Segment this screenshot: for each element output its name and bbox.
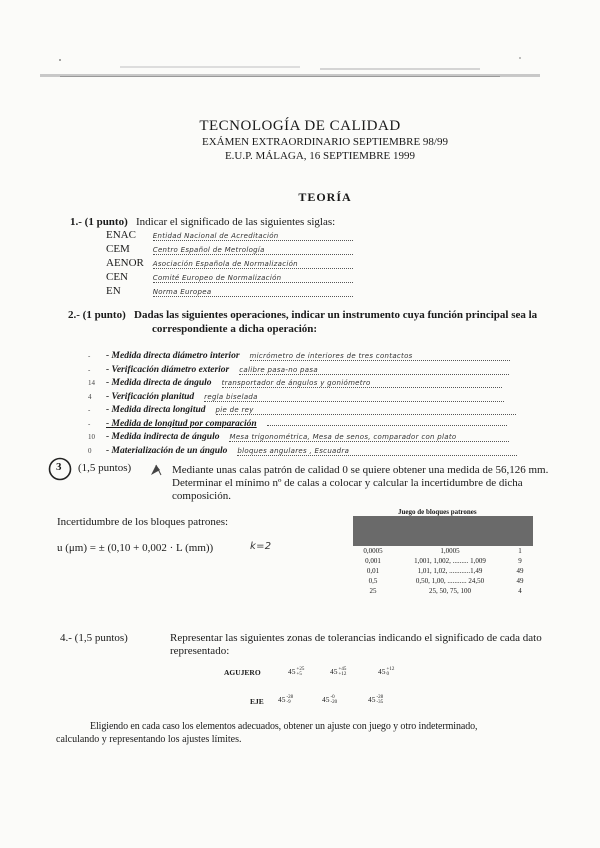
section-title: TEORÍA — [298, 190, 352, 204]
op-answer: Mesa trigonométrica, Mesa de senos, comparador con plato — [229, 433, 509, 442]
sigla-answer: Entidad Nacional de Acreditación — [153, 232, 353, 241]
table-title: Juego de bloques patrones — [398, 508, 477, 516]
op-row — [88, 399, 558, 413]
op-label: - Medida indirecta de ángulo — [106, 432, 220, 442]
eje-label: EJE — [250, 697, 264, 706]
q1-number: 1.- (1 punto) — [70, 216, 128, 228]
q3-text-3: composición. — [172, 490, 231, 502]
op-mark: - — [88, 365, 91, 374]
tolerance-eje-3: 45-28 -35 — [368, 695, 384, 706]
op-label: - Medida directa de ángulo — [106, 378, 212, 388]
q3-number: 3 — [56, 461, 62, 473]
table-row: 0,001 1,001, 1,002, ......... 1,009 9 — [365, 557, 522, 565]
pencil-mark-icon — [148, 462, 164, 478]
op-label: - Verificación diámetro exterior — [106, 364, 230, 375]
table-row: 25 25, 50, 75, 100 4 — [369, 587, 522, 595]
sigla: AENOR — [106, 257, 144, 269]
sigla: CEN — [106, 271, 128, 283]
sigla-answer: Centro Español de Metrología — [153, 246, 353, 255]
sigla-row — [106, 243, 366, 257]
op-mark: - — [88, 352, 91, 360]
op-row — [88, 426, 558, 440]
q2-text: Dadas las siguientes operaciones, indicar un instrumento cuya función principal sea la — [134, 309, 538, 321]
q4-text-1: Representar las siguientes zonas de tolerancias indicando el significado de cada dato — [170, 632, 542, 644]
scan-noise-band — [0, 0, 600, 90]
q1-siglas-list — [106, 229, 366, 299]
op-label: - Medida directa longitud — [106, 405, 206, 415]
tolerance-agujero-3: 45+12 0 — [378, 667, 395, 678]
op-answer: calibre pasa-no pasa — [239, 366, 509, 375]
table-row: 0,0005 1,0005 1 — [363, 547, 522, 555]
tolerance-eje-1: 45-28 -9 — [278, 695, 294, 706]
sigla: ENAC — [106, 229, 136, 241]
op-row — [88, 440, 558, 454]
agujero-label: AGUJERO — [224, 668, 261, 677]
tolerance-agujero-1: 45+25 +5 — [288, 667, 305, 678]
sigla-answer: Norma Europea — [153, 288, 353, 297]
q2-ops-list — [88, 345, 558, 456]
q3-incert-label: Incertidumbre de los bloques patrones: — [57, 516, 229, 528]
op-mark: - — [88, 419, 91, 428]
table-row: 0,5 0,50, 1,00, ........... 24,50 49 — [368, 577, 524, 585]
q4-label: 4.- (1,5 puntos) — [60, 632, 128, 644]
sigla-answer: Asociación Española de Normalización — [153, 260, 353, 269]
op-answer: micrómetro de interiores de tres contactos — [250, 352, 510, 361]
q4-final-2: calculando y representando los ajustes límites. — [56, 734, 242, 745]
q2-text-cont: correspondiente a dicha operación: — [152, 323, 318, 335]
q3-text-1: Mediante unas calas patrón de calidad 0 se quiere obtener una medida de 56,126 mm. — [172, 464, 549, 476]
sigla-row — [106, 257, 366, 271]
exam-title: TECNOLOGÍA DE CALIDAD — [199, 118, 401, 134]
q2-number: 2.- (1 punto) — [68, 309, 126, 321]
sigla: CEM — [106, 243, 130, 255]
op-answer: pie de rey — [216, 406, 516, 415]
q3-label: (1,5 puntos) — [78, 462, 132, 474]
op-mark: - — [88, 406, 91, 414]
op-mark: 14 — [88, 379, 95, 387]
sigla-row — [106, 229, 366, 243]
tolerance-agujero-2: 45+45 +12 — [330, 667, 347, 678]
sigla-row — [106, 271, 366, 285]
op-row — [88, 372, 558, 386]
sigla: EN — [106, 285, 121, 297]
q3-text-2: Determinar el mínimo nº de calas a colocar y calcular la incertidumbre de dicha — [172, 477, 523, 489]
bloques-table — [353, 516, 533, 596]
op-label: - Materialización de un ángulo — [106, 445, 228, 456]
q1-text: Indicar el significado de las siguientes siglas: — [136, 216, 336, 228]
op-row — [88, 359, 558, 373]
q3-note: k=2 — [250, 541, 272, 552]
op-label: - Medida directa diámetro interior — [106, 351, 240, 361]
op-label: - Verificación planitud — [106, 391, 195, 402]
q4-final-1: Eligiendo en cada caso los elementos adecuados, obtener un ajuste con juego y otro indeterminado, — [90, 721, 478, 732]
op-row — [88, 386, 558, 400]
sigla-row — [106, 285, 366, 299]
exam-place-date: E.U.P. MÁLAGA, 16 SEPTIEMBRE 1999 — [224, 150, 416, 162]
q2-label — [68, 309, 537, 321]
q3-formula: u (μm) = ± (0,10 + 0,002 · L (mm)) — [57, 542, 214, 554]
op-mark: 4 — [88, 392, 92, 401]
op-answer: bloques angulares , Escuadra — [237, 447, 517, 456]
op-answer: transportador de ángulos y goniómetro — [222, 379, 502, 388]
op-answer: regla biselada — [204, 393, 504, 402]
q4-text-2: representado: — [170, 645, 230, 657]
tolerance-eje-2: 45-0 -20 — [322, 695, 338, 706]
table-header-row — [353, 516, 533, 546]
op-mark: 10 — [88, 433, 95, 441]
table-row: 0,01 1,01, 1,02, ............1,49 49 — [366, 567, 524, 575]
op-mark: 0 — [88, 446, 92, 455]
op-row — [88, 345, 558, 359]
op-row — [88, 413, 558, 427]
op-label: - Medida de longitud por comparación — [106, 418, 257, 429]
sigla-answer: Comité Europeo de Normalización — [153, 274, 353, 283]
q1-label — [70, 216, 335, 228]
exam-subtitle: EXÁMEN EXTRAORDINARIO SEPTIEMBRE 98/99 — [202, 136, 448, 148]
